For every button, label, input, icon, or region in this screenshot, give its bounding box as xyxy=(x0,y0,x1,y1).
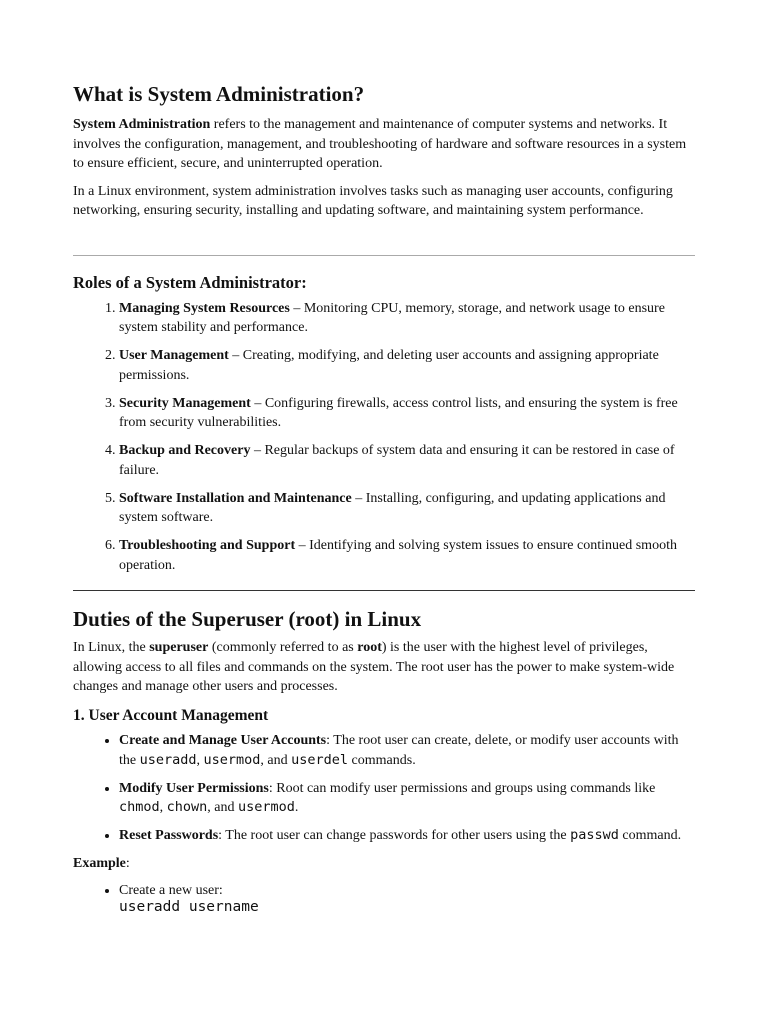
intro-paragraph-1 xyxy=(73,115,695,174)
intro-term: System Administration xyxy=(73,117,211,133)
list-item xyxy=(119,731,695,770)
list-item-text: : Root can modify user permissions and groups using commands like xyxy=(268,780,656,796)
example-colon: : xyxy=(125,856,130,872)
role-item xyxy=(119,489,695,528)
code-chmod: chmod xyxy=(119,799,160,816)
superuser-paragraph xyxy=(73,638,695,697)
code-useradd: useradd xyxy=(139,751,197,768)
superuser-text-a: In Linux, the xyxy=(73,640,150,656)
role-item-title: Backup and Recovery xyxy=(119,443,251,459)
role-item-title: User Management xyxy=(119,348,229,364)
roles-list xyxy=(73,299,695,576)
example-item-text: Create a new user: xyxy=(119,882,223,898)
user-account-heading: 1. User Account Management xyxy=(73,706,269,724)
role-item-text: – Installing, configuring, and updating applications and system software. xyxy=(119,490,666,526)
role-item xyxy=(119,394,695,433)
superuser-term: superuser xyxy=(149,640,209,656)
role-item xyxy=(119,346,695,385)
list-item-text: , and xyxy=(260,752,292,768)
code-chown: chown xyxy=(166,799,208,816)
list-item xyxy=(119,826,695,846)
list-item xyxy=(119,779,695,818)
list-item-text: , and xyxy=(207,800,238,816)
example-label-text: Example xyxy=(73,856,126,872)
role-item xyxy=(119,441,695,480)
divider-2 xyxy=(73,590,695,591)
superuser-section xyxy=(73,607,695,924)
role-item xyxy=(119,536,695,575)
role-item-title: Troubleshooting and Support xyxy=(119,538,296,554)
roles-heading: Roles of a System Administrator: xyxy=(73,273,307,292)
list-item xyxy=(119,882,695,916)
superuser-heading: Duties of the Superuser (root) in Linux xyxy=(73,607,422,631)
list-item-title: Reset Passwords xyxy=(119,828,219,844)
list-item-text: : The root user can change passwords for other users using the xyxy=(218,828,571,844)
role-item-text: – Identifying and solving system issues to ensure continued smooth operation. xyxy=(119,538,677,573)
role-item-title: Managing System Resources xyxy=(119,300,290,316)
intro-paragraph-2: In a Linux environment, system administration involves tasks such as managing user accounts, configuring networking, ensuring security, installing and updating software, and maintaining system performance. xyxy=(73,183,673,219)
list-item-text: , xyxy=(159,800,167,816)
list-item-text: command. xyxy=(618,828,682,844)
role-item-text: – Regular backups of system data and ensuring it can be restored in case of failure. xyxy=(119,443,675,478)
role-item-title: Software Installation and Maintenance xyxy=(119,490,352,506)
user-account-list xyxy=(73,731,695,846)
code-usermod: usermod xyxy=(203,751,261,768)
intro-paragraph-1-text: refers to the management and maintenance of computer systems and networks. It involves the configuration, management, and troubleshooting of hardware and software resources in a system to ensure efficient, secure, and uninterrupted operation. xyxy=(73,117,687,172)
root-term: root xyxy=(357,640,382,656)
role-item-text: – Monitoring CPU, memory, storage, and network usage to ensure system stability and performance. xyxy=(119,300,665,336)
role-item-text: – Creating, modifying, and deleting user accounts and assigning appropriate permissions. xyxy=(119,348,659,383)
intro-heading: What is System Administration? xyxy=(73,82,365,106)
example-code: useradd username xyxy=(119,898,259,915)
list-item-title: Create and Manage User Accounts xyxy=(119,733,327,749)
example-label xyxy=(73,854,695,874)
superuser-text-b: (commonly referred to as xyxy=(208,640,358,656)
role-item-text: – Configuring firewalls, access control lists, and ensuring the system is free from security vulnerabilities. xyxy=(119,395,678,431)
example-list xyxy=(73,882,695,916)
list-item-text: commands. xyxy=(348,752,416,768)
divider-1 xyxy=(73,255,695,256)
code-usermod: usermod xyxy=(238,799,295,816)
role-item-title: Security Management xyxy=(119,395,251,411)
list-item-text: : The root user can create, delete, or modify user accounts with the xyxy=(119,733,679,768)
roles-section xyxy=(73,273,695,584)
list-item-text: , xyxy=(196,752,204,768)
code-userdel: userdel xyxy=(291,751,349,768)
role-item xyxy=(119,299,695,338)
list-item-title: Modify User Permissions xyxy=(119,780,269,796)
intro-section xyxy=(73,82,695,221)
superuser-text-c: ) is the user with the highest level of privileges, allowing access to all files and commands on the system. The root user has the power to make system-wide changes and manage other users and processes. xyxy=(73,640,675,695)
list-item-text: . xyxy=(294,800,299,816)
code-passwd: passwd xyxy=(570,827,619,844)
